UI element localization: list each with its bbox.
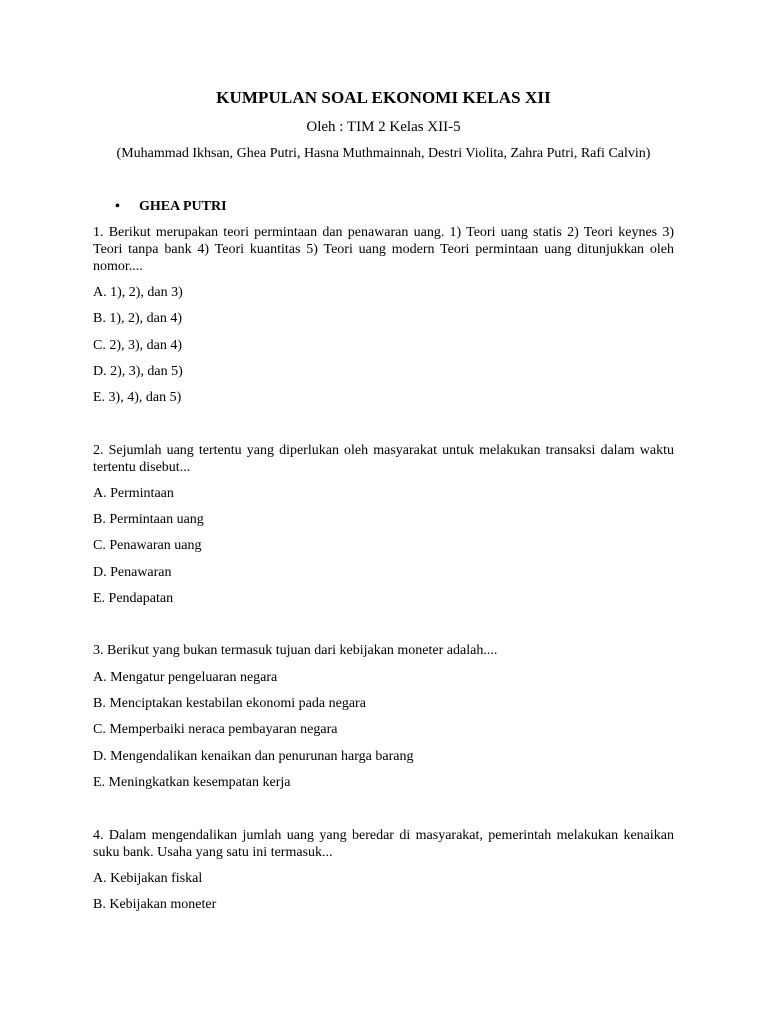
members-line: (Muhammad Ikhsan, Ghea Putri, Hasna Muthmainnah, Destri Violita, Zahra Putri, Rafi Calvin) [116, 146, 651, 161]
question-3: 3. Berikut yang bukan termasuk tujuan dari kebijakan moneter adalah.... [93, 643, 498, 658]
question-2-option-b: B. Permintaan uang [93, 512, 204, 527]
question-1-option-c: C. 2), 3), dan 4) [93, 338, 183, 353]
question-2-option-c: C. Penawaran uang [93, 538, 202, 553]
question-1-option-e: E. 3), 4), dan 5) [93, 390, 182, 405]
question-2: 2. Sejumlah uang tertentu yang diperlukan oleh masyarakat untuk melakukan transaksi dalam waktu tertentu disebut... [93, 443, 674, 475]
question-3-option-c: C. Memperbaiki neraca pembayaran negara [93, 722, 338, 737]
question-2-option-a: A. Permintaan [93, 486, 174, 501]
question-4-option-a: A. Kebijakan fiskal [93, 871, 203, 886]
question-1-option-d: D. 2), 3), dan 5) [93, 364, 183, 379]
question-4-option-b: B. Kebijakan moneter [93, 897, 217, 912]
question-1-option-a: A. 1), 2), dan 3) [93, 285, 183, 300]
question-2-option-e: E. Pendapatan [93, 591, 174, 606]
question-1-option-b: B. 1), 2), dan 4) [93, 311, 183, 326]
question-2-option-d: D. Penawaran [93, 565, 172, 580]
question-1: 1. Berikut merupakan teori permintaan dan penawaran uang. 1) Teori uang statis 2) Teori keynes 3) Teori tanpa bank 4) Teori kuantitas 5) Teori uang modern Teori permintaan uang ditunjukkan oleh nomor.... [93, 225, 674, 274]
section-heading [115, 198, 227, 216]
bullet-icon: • [115, 199, 120, 214]
author-line: Oleh : TIM 2 Kelas XII-5 [306, 119, 461, 135]
question-3-option-e: E. Meningkatkan kesempatan kerja [93, 775, 291, 790]
question-3-option-d: D. Mengendalikan kenaikan dan penurunan harga barang [93, 749, 414, 764]
question-4: 4. Dalam mengendalikan jumlah uang yang beredar di masyarakat, pemerintah melakukan kenaikan suku bank. Usaha yang satu ini termasuk... [93, 828, 674, 860]
question-3-option-a: A. Mengatur pengeluaran negara [93, 670, 278, 685]
question-3-option-b: B. Menciptakan kestabilan ekonomi pada negara [93, 696, 366, 711]
section-heading-label: GHEA PUTRI [139, 199, 227, 214]
document-title: KUMPULAN SOAL EKONOMI KELAS XII [216, 88, 551, 107]
